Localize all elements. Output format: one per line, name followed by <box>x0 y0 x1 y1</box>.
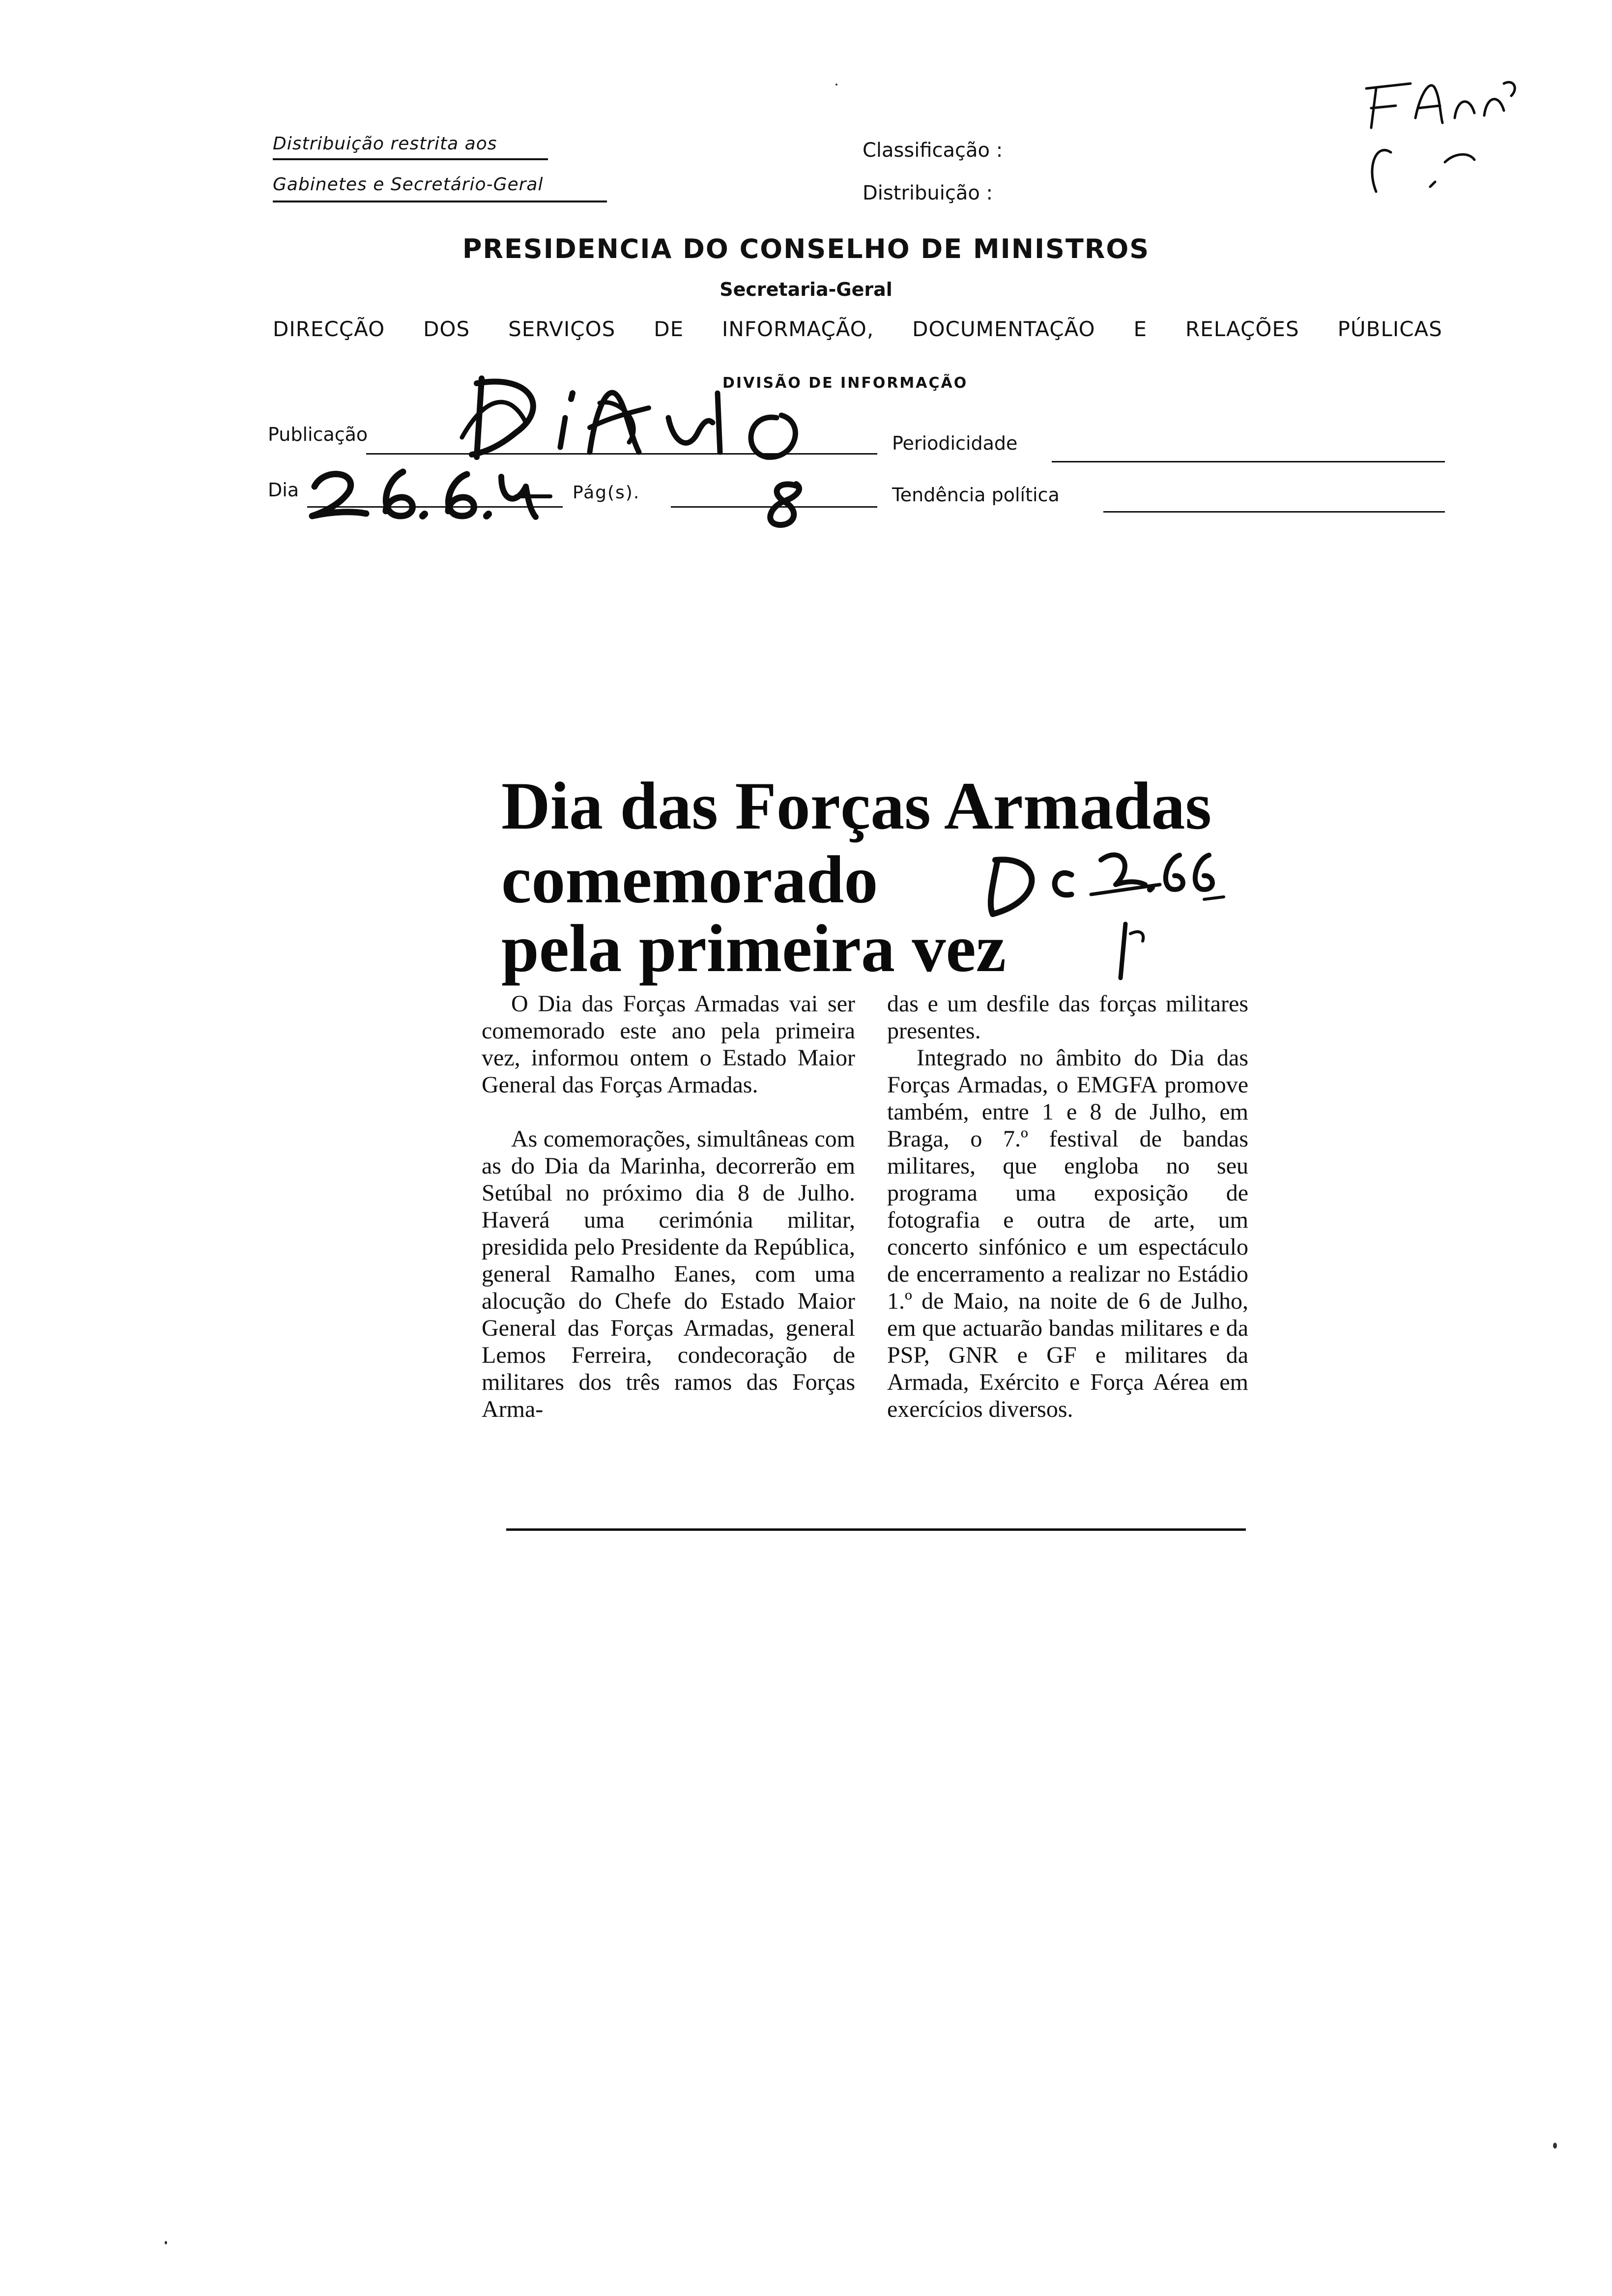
page-subtitle: Secretaria-Geral <box>720 279 892 300</box>
distribuicao-label: Distribuição : <box>863 182 993 204</box>
scan-speck <box>1553 2143 1557 2149</box>
headline-line2: comemorado <box>501 842 878 917</box>
handwritten-publication <box>442 364 865 472</box>
scan-speck <box>835 84 837 86</box>
service-word: PÚBLICAS <box>1337 317 1442 341</box>
service-word: DIRECÇÃO <box>273 317 385 341</box>
article-bottom-rule <box>506 1528 1246 1531</box>
periodicidade-label: Periodicidade <box>892 432 1018 454</box>
handwritten-pages <box>759 477 813 531</box>
handwritten-date <box>305 462 560 526</box>
service-word: DOCUMENTAÇÃO <box>912 317 1095 341</box>
service-word: RELAÇÕES <box>1185 317 1299 341</box>
pags-label: Pág(s). <box>573 483 640 503</box>
service-word: DOS <box>423 317 470 341</box>
underline <box>273 158 548 160</box>
article-paragraph: O Dia das Forças Armadas vai ser comemorado este ano pela primeira vez, informou ontem o Estado Maior General das Forças Armadas. <box>482 991 855 1098</box>
article-paragraph: As comemorações, simultâneas com as do Dia da Marinha, decorrerão em Setúbal no próximo dia 8 de Julho. Haverá uma cerimónia militar, presidida pelo Presidente da República, general Ramalho Eanes, com uma alocução do Chefe do Estado Maior General das Forças Armadas, general Lemos Ferreira, condecoração de militares dos três ramos das Forças Arma- <box>482 1126 855 1422</box>
restricted-distribution-line1: Distribuição restrita aos <box>273 134 497 154</box>
handwritten-clip-note <box>973 835 1238 983</box>
tendencia-label: Tendência política <box>892 484 1060 506</box>
classificacao-label: Classificação : <box>863 139 1003 162</box>
restricted-distribution-line2: Gabinetes e Secretário-Geral <box>273 174 544 195</box>
service-word: INFORMAÇÃO, <box>722 317 874 341</box>
service-word: SERVIÇOS <box>508 317 616 341</box>
division-label: DIVISÃO DE INFORMAÇÃO <box>722 374 968 392</box>
page-title: PRESIDENCIA DO CONSELHO DE MINISTROS <box>462 233 1150 264</box>
headline-line3: pela primeira vez <box>501 911 1006 986</box>
publicacao-label: Publicação <box>268 424 368 445</box>
handwritten-corner-note <box>1356 69 1524 216</box>
underline <box>273 201 607 202</box>
article-paragraph: das e um desfile das forças militares presentes. <box>887 991 1248 1044</box>
service-name <box>273 317 1442 341</box>
tendencia-field-line <box>1103 511 1445 513</box>
headline-line1: Dia das Forças Armadas <box>501 768 1212 843</box>
scan-speck <box>165 2241 167 2244</box>
dia-label: Dia <box>268 479 299 501</box>
service-word: E <box>1133 317 1148 341</box>
service-word: DE <box>654 317 684 341</box>
article-paragraph: Integrado no âmbito do Dia das Forças Armadas, o EMGFA promove também, entre 1 e 8 de Julho, em Braga, o 7.º festival de bandas militares, que engloba no seu programa uma exposição de fotografia e outra de arte, um concerto sinfónico e um espectáculo de encerramento a realizar no Estádio 1.º de Maio, na noite de 6 de Julho, em que actuarão bandas militares e da PSP, GNR e GF e militares da Armada, Exército e Força Aérea em exercícios diversos. <box>887 1045 1248 1422</box>
article-column-1 <box>482 990 855 1423</box>
periodicidade-field-line <box>1052 461 1445 462</box>
article-column-2 <box>887 990 1248 1423</box>
